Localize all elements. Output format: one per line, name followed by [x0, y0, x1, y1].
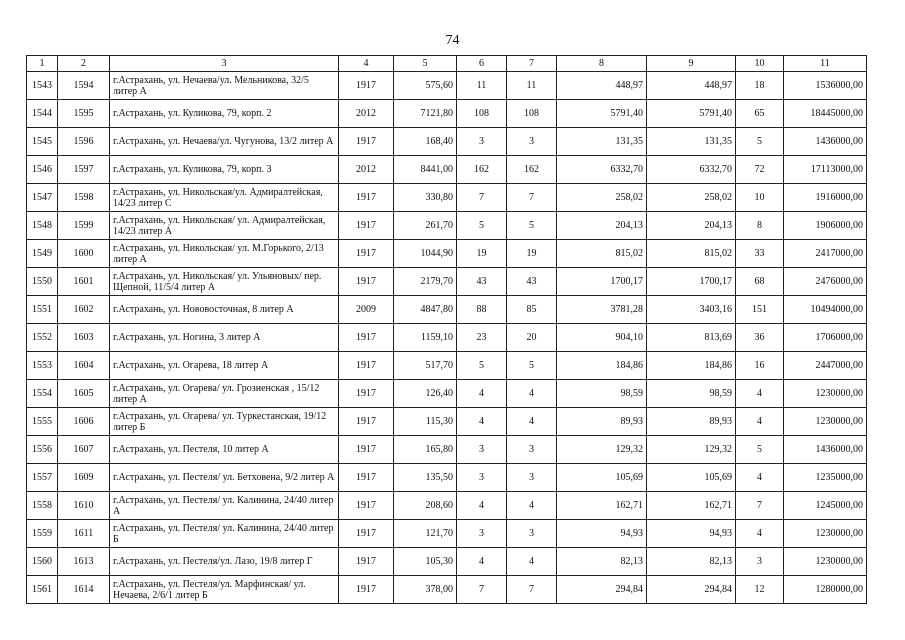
cell-col-5: 2179,70	[394, 268, 457, 296]
cell-col-2: 1602	[58, 296, 110, 324]
cell-col-6: 4	[457, 492, 507, 520]
cell-col-4: 1917	[339, 520, 394, 548]
table-row	[27, 268, 867, 296]
cell-col-10: 65	[736, 100, 784, 128]
table-row	[27, 128, 867, 156]
cell-col-7: 5	[507, 352, 557, 380]
cell-col-1: 1551	[27, 296, 58, 324]
cell-col-4: 1917	[339, 380, 394, 408]
cell-col-2: 1613	[58, 548, 110, 576]
cell-col-3: г.Астрахань, ул. Огарева, 18 литер А	[110, 352, 339, 380]
cell-col-10: 16	[736, 352, 784, 380]
cell-col-6: 3	[457, 128, 507, 156]
cell-col-11: 1230000,00	[784, 380, 867, 408]
cell-col-9: 1700,17	[647, 268, 736, 296]
cell-col-4: 1917	[339, 576, 394, 604]
cell-col-6: 88	[457, 296, 507, 324]
cell-col-8: 815,02	[557, 240, 647, 268]
cell-col-9: 6332,70	[647, 156, 736, 184]
cell-col-4: 1917	[339, 464, 394, 492]
cell-col-5: 165,80	[394, 436, 457, 464]
cell-col-11: 1906000,00	[784, 212, 867, 240]
cell-col-2: 1603	[58, 324, 110, 352]
cell-col-10: 4	[736, 380, 784, 408]
table-header-row	[27, 56, 867, 72]
cell-col-9: 3403,16	[647, 296, 736, 324]
cell-col-1: 1546	[27, 156, 58, 184]
cell-col-6: 11	[457, 72, 507, 100]
cell-col-1: 1561	[27, 576, 58, 604]
column-header-4: 4	[339, 56, 394, 72]
cell-col-7: 4	[507, 408, 557, 436]
cell-col-5: 378,00	[394, 576, 457, 604]
cell-col-3: г.Астрахань, ул. Никольская/ул. Адмиралтейская, 14/23 литер С	[110, 184, 339, 212]
cell-col-3: г.Астрахань, ул. Огарева/ ул. Туркестанская, 19/12 литер Б	[110, 408, 339, 436]
table-row	[27, 464, 867, 492]
cell-col-1: 1553	[27, 352, 58, 380]
cell-col-3: г.Астрахань, ул. Ногина, 3 литер А	[110, 324, 339, 352]
table-row	[27, 436, 867, 464]
table-row	[27, 296, 867, 324]
cell-col-11: 1230000,00	[784, 520, 867, 548]
table-row	[27, 72, 867, 100]
cell-col-10: 33	[736, 240, 784, 268]
cell-col-11: 1245000,00	[784, 492, 867, 520]
cell-col-1: 1547	[27, 184, 58, 212]
column-header-11: 11	[784, 56, 867, 72]
cell-col-2: 1594	[58, 72, 110, 100]
cell-col-8: 204,13	[557, 212, 647, 240]
cell-col-10: 10	[736, 184, 784, 212]
cell-col-11: 1706000,00	[784, 324, 867, 352]
cell-col-6: 7	[457, 576, 507, 604]
cell-col-11: 1235000,00	[784, 464, 867, 492]
cell-col-11: 17113000,00	[784, 156, 867, 184]
cell-col-2: 1601	[58, 268, 110, 296]
cell-col-8: 1700,17	[557, 268, 647, 296]
cell-col-8: 184,86	[557, 352, 647, 380]
cell-col-7: 3	[507, 520, 557, 548]
cell-col-7: 7	[507, 576, 557, 604]
cell-col-8: 6332,70	[557, 156, 647, 184]
cell-col-6: 3	[457, 520, 507, 548]
column-header-6: 6	[457, 56, 507, 72]
cell-col-6: 162	[457, 156, 507, 184]
cell-col-4: 1917	[339, 184, 394, 212]
cell-col-10: 4	[736, 520, 784, 548]
table-row	[27, 184, 867, 212]
cell-col-11: 10494000,00	[784, 296, 867, 324]
cell-col-11: 2447000,00	[784, 352, 867, 380]
cell-col-11: 1916000,00	[784, 184, 867, 212]
column-header-1: 1	[27, 56, 58, 72]
cell-col-9: 105,69	[647, 464, 736, 492]
cell-col-6: 4	[457, 408, 507, 436]
cell-col-1: 1549	[27, 240, 58, 268]
cell-col-1: 1559	[27, 520, 58, 548]
cell-col-7: 5	[507, 212, 557, 240]
table-row	[27, 520, 867, 548]
cell-col-7: 3	[507, 436, 557, 464]
column-header-8: 8	[557, 56, 647, 72]
cell-col-4: 1917	[339, 128, 394, 156]
cell-col-2: 1596	[58, 128, 110, 156]
cell-col-7: 4	[507, 492, 557, 520]
cell-col-1: 1545	[27, 128, 58, 156]
cell-col-2: 1600	[58, 240, 110, 268]
cell-col-4: 1917	[339, 240, 394, 268]
table-row	[27, 324, 867, 352]
column-header-10: 10	[736, 56, 784, 72]
cell-col-7: 4	[507, 548, 557, 576]
cell-col-10: 5	[736, 128, 784, 156]
cell-col-2: 1609	[58, 464, 110, 492]
cell-col-3: г.Астрахань, ул. Пестеля/ ул. Бетховена, 9/2 литер А	[110, 464, 339, 492]
cell-col-1: 1552	[27, 324, 58, 352]
table-row	[27, 240, 867, 268]
cell-col-4: 1917	[339, 548, 394, 576]
cell-col-8: 3781,28	[557, 296, 647, 324]
cell-col-2: 1606	[58, 408, 110, 436]
cell-col-9: 98,59	[647, 380, 736, 408]
cell-col-2: 1597	[58, 156, 110, 184]
column-header-3: 3	[110, 56, 339, 72]
cell-col-4: 1917	[339, 436, 394, 464]
table-row	[27, 576, 867, 604]
cell-col-10: 36	[736, 324, 784, 352]
cell-col-1: 1554	[27, 380, 58, 408]
column-header-9: 9	[647, 56, 736, 72]
cell-col-11: 1436000,00	[784, 128, 867, 156]
cell-col-6: 19	[457, 240, 507, 268]
cell-col-1: 1543	[27, 72, 58, 100]
cell-col-9: 184,86	[647, 352, 736, 380]
cell-col-4: 1917	[339, 72, 394, 100]
cell-col-8: 89,93	[557, 408, 647, 436]
cell-col-4: 1917	[339, 324, 394, 352]
cell-col-11: 2417000,00	[784, 240, 867, 268]
cell-col-10: 7	[736, 492, 784, 520]
cell-col-3: г.Астрахань, ул. Нечаева/ул. Мельникова, 32/5 литер А	[110, 72, 339, 100]
cell-col-8: 98,59	[557, 380, 647, 408]
page-number: 74	[445, 33, 460, 48]
cell-col-10: 68	[736, 268, 784, 296]
table-row	[27, 212, 867, 240]
cell-col-10: 151	[736, 296, 784, 324]
cell-col-4: 1917	[339, 352, 394, 380]
table-row	[27, 100, 867, 128]
cell-col-6: 43	[457, 268, 507, 296]
cell-col-2: 1610	[58, 492, 110, 520]
cell-col-10: 72	[736, 156, 784, 184]
cell-col-3: г.Астрахань, ул. Пестеля/ ул. Калинина, 24/40 литер А	[110, 492, 339, 520]
cell-col-2: 1607	[58, 436, 110, 464]
cell-col-7: 85	[507, 296, 557, 324]
column-header-7: 7	[507, 56, 557, 72]
cell-col-5: 7121,80	[394, 100, 457, 128]
column-header-2: 2	[58, 56, 110, 72]
cell-col-5: 4847,80	[394, 296, 457, 324]
table-row	[27, 492, 867, 520]
cell-col-5: 1159,10	[394, 324, 457, 352]
cell-col-4: 1917	[339, 212, 394, 240]
cell-col-5: 208,60	[394, 492, 457, 520]
cell-col-11: 2476000,00	[784, 268, 867, 296]
cell-col-8: 82,13	[557, 548, 647, 576]
table-row	[27, 548, 867, 576]
cell-col-11: 1436000,00	[784, 436, 867, 464]
cell-col-7: 7	[507, 184, 557, 212]
cell-col-3: г.Астрахань, ул. Пестеля/ул. Лазо, 19/8 литер Г	[110, 548, 339, 576]
cell-col-11: 1230000,00	[784, 408, 867, 436]
cell-col-3: г.Астрахань, ул. Нововосточная, 8 литер А	[110, 296, 339, 324]
cell-col-8: 448,97	[557, 72, 647, 100]
cell-col-4: 2012	[339, 156, 394, 184]
cell-col-8: 294,84	[557, 576, 647, 604]
cell-col-1: 1555	[27, 408, 58, 436]
cell-col-9: 89,93	[647, 408, 736, 436]
cell-col-8: 162,71	[557, 492, 647, 520]
cell-col-5: 1044,90	[394, 240, 457, 268]
cell-col-5: 261,70	[394, 212, 457, 240]
cell-col-9: 204,13	[647, 212, 736, 240]
cell-col-7: 3	[507, 128, 557, 156]
cell-col-10: 3	[736, 548, 784, 576]
cell-col-6: 3	[457, 464, 507, 492]
cell-col-9: 813,69	[647, 324, 736, 352]
cell-col-2: 1595	[58, 100, 110, 128]
cell-col-10: 12	[736, 576, 784, 604]
cell-col-1: 1560	[27, 548, 58, 576]
cell-col-6: 4	[457, 380, 507, 408]
cell-col-2: 1611	[58, 520, 110, 548]
cell-col-5: 575,60	[394, 72, 457, 100]
cell-col-6: 5	[457, 212, 507, 240]
cell-col-11: 1536000,00	[784, 72, 867, 100]
cell-col-2: 1599	[58, 212, 110, 240]
cell-col-7: 20	[507, 324, 557, 352]
cell-col-9: 82,13	[647, 548, 736, 576]
cell-col-1: 1544	[27, 100, 58, 128]
table-row	[27, 380, 867, 408]
cell-col-9: 294,84	[647, 576, 736, 604]
cell-col-9: 131,35	[647, 128, 736, 156]
cell-col-7: 3	[507, 464, 557, 492]
cell-col-2: 1605	[58, 380, 110, 408]
table-row	[27, 408, 867, 436]
cell-col-6: 5	[457, 352, 507, 380]
cell-col-1: 1556	[27, 436, 58, 464]
cell-col-5: 115,30	[394, 408, 457, 436]
cell-col-11: 1280000,00	[784, 576, 867, 604]
column-header-5: 5	[394, 56, 457, 72]
cell-col-4: 2009	[339, 296, 394, 324]
cell-col-1: 1557	[27, 464, 58, 492]
cell-col-5: 330,80	[394, 184, 457, 212]
cell-col-1: 1558	[27, 492, 58, 520]
cell-col-5: 8441,00	[394, 156, 457, 184]
cell-col-9: 129,32	[647, 436, 736, 464]
cell-col-7: 11	[507, 72, 557, 100]
cell-col-2: 1604	[58, 352, 110, 380]
cell-col-7: 4	[507, 380, 557, 408]
cell-col-8: 129,32	[557, 436, 647, 464]
cell-col-5: 168,40	[394, 128, 457, 156]
cell-col-7: 108	[507, 100, 557, 128]
cell-col-3: г.Астрахань, ул. Куликова, 79, корп. 2	[110, 100, 339, 128]
cell-col-5: 517,70	[394, 352, 457, 380]
cell-col-8: 5791,40	[557, 100, 647, 128]
cell-col-6: 108	[457, 100, 507, 128]
cell-col-4: 2012	[339, 100, 394, 128]
cell-col-3: г.Астрахань, ул. Пестеля, 10 литер А	[110, 436, 339, 464]
cell-col-3: г.Астрахань, ул. Огарева/ ул. Грозненская , 15/12 литер А	[110, 380, 339, 408]
cell-col-10: 5	[736, 436, 784, 464]
cell-col-7: 162	[507, 156, 557, 184]
cell-col-3: г.Астрахань, ул. Куликова, 79, корп. 3	[110, 156, 339, 184]
cell-col-9: 815,02	[647, 240, 736, 268]
cell-col-3: г.Астрахань, ул. Пестеля/ул. Марфинская/ ул. Нечаева, 2/6/1 литер Б	[110, 576, 339, 604]
cell-col-8: 131,35	[557, 128, 647, 156]
cell-col-8: 94,93	[557, 520, 647, 548]
cell-col-1: 1548	[27, 212, 58, 240]
cell-col-6: 4	[457, 548, 507, 576]
cell-col-3: г.Астрахань, ул. Пестеля/ ул. Калинина, 24/40 литер Б	[110, 520, 339, 548]
cell-col-2: 1614	[58, 576, 110, 604]
cell-col-5: 121,70	[394, 520, 457, 548]
cell-col-3: г.Астрахань, ул. Никольская/ ул. Адмиралтейская, 14/23 литер А	[110, 212, 339, 240]
table-row	[27, 352, 867, 380]
cell-col-8: 105,69	[557, 464, 647, 492]
cell-col-4: 1917	[339, 408, 394, 436]
cell-col-7: 19	[507, 240, 557, 268]
cell-col-10: 4	[736, 464, 784, 492]
cell-col-6: 7	[457, 184, 507, 212]
cell-col-6: 23	[457, 324, 507, 352]
cell-col-5: 126,40	[394, 380, 457, 408]
cell-col-10: 18	[736, 72, 784, 100]
cell-col-3: г.Астрахань, ул. Никольская/ ул. Ульяновых/ пер. Щепной, 11/5/4 литер А	[110, 268, 339, 296]
cell-col-1: 1550	[27, 268, 58, 296]
cell-col-8: 904,10	[557, 324, 647, 352]
cell-col-4: 1917	[339, 492, 394, 520]
cell-col-3: г.Астрахань, ул. Никольская/ ул. М.Горького, 2/13 литер А	[110, 240, 339, 268]
cell-col-9: 258,02	[647, 184, 736, 212]
cell-col-9: 448,97	[647, 72, 736, 100]
cell-col-11: 18445000,00	[784, 100, 867, 128]
table-row	[27, 156, 867, 184]
cell-col-10: 4	[736, 408, 784, 436]
housing-registry-table	[26, 55, 867, 604]
cell-col-11: 1230000,00	[784, 548, 867, 576]
cell-col-9: 94,93	[647, 520, 736, 548]
cell-col-7: 43	[507, 268, 557, 296]
cell-col-5: 135,50	[394, 464, 457, 492]
table-body	[27, 72, 867, 604]
cell-col-3: г.Астрахань, ул. Нечаева/ул. Чугунова, 13/2 литер А	[110, 128, 339, 156]
cell-col-4: 1917	[339, 268, 394, 296]
cell-col-9: 5791,40	[647, 100, 736, 128]
cell-col-8: 258,02	[557, 184, 647, 212]
cell-col-9: 162,71	[647, 492, 736, 520]
cell-col-6: 3	[457, 436, 507, 464]
cell-col-5: 105,30	[394, 548, 457, 576]
cell-col-10: 8	[736, 212, 784, 240]
cell-col-2: 1598	[58, 184, 110, 212]
